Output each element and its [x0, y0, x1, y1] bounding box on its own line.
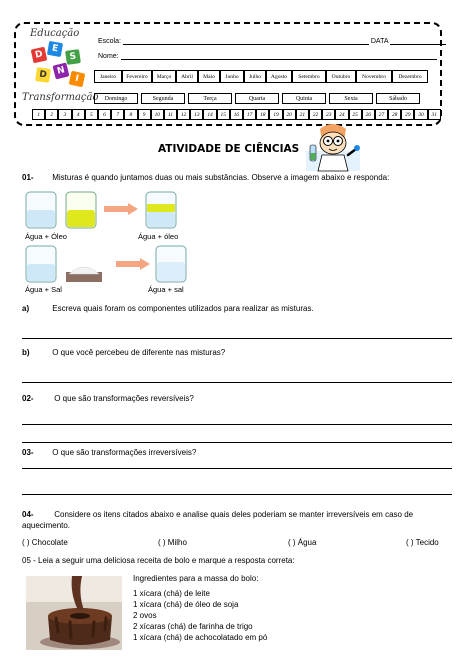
- question-text: Misturas é quando juntamos duas ou mais substâncias. Observe a imagem abaixo e responda:: [52, 173, 390, 182]
- logo-block: D: [31, 47, 48, 64]
- month-cell[interactable]: Abril: [176, 70, 198, 83]
- answer-line[interactable]: [22, 494, 452, 495]
- salt-pile-icon: [66, 262, 102, 282]
- logo-block: E: [47, 41, 63, 57]
- answer-line[interactable]: [22, 468, 452, 469]
- figure1-right-label: Água + óleo: [138, 232, 179, 241]
- month-cell[interactable]: Julho: [244, 70, 266, 83]
- logo-block: S: [65, 49, 81, 65]
- weekday-cell[interactable]: Sábado: [376, 93, 420, 104]
- day-number-cell[interactable]: 22: [309, 109, 322, 120]
- water-glass-icon: [24, 190, 58, 230]
- school-label: Escola:: [98, 38, 121, 45]
- water-oil-mixture-glass-icon: [144, 190, 178, 230]
- months-row: [94, 70, 428, 83]
- page-title: ATIVIDADE DE CIÊNCIAS: [158, 143, 300, 155]
- weekday-cell[interactable]: Terça: [188, 93, 232, 104]
- recipe-ingredient: 1 xícara (chá) de leite: [133, 589, 210, 598]
- day-number-cell[interactable]: 31: [428, 109, 441, 120]
- day-number-cell[interactable]: 5: [85, 109, 98, 120]
- day-number-cell[interactable]: 1: [32, 109, 45, 120]
- day-number-cell[interactable]: 30: [414, 109, 427, 120]
- question-text: O que você percebeu de diferente nas misturas?: [52, 348, 226, 357]
- recipe-ingredient: 1 xícara (chá) de óleo de soja: [133, 600, 239, 609]
- answer-line[interactable]: [22, 424, 452, 425]
- question-text: O que são transformações reversíveis?: [54, 394, 194, 403]
- name-field: [98, 53, 437, 60]
- question-05: 05 - Leia a seguir uma deliciosa receita de bolo e marque a resposta correta:: [22, 556, 295, 565]
- question-number: a): [22, 304, 30, 313]
- day-number-cell[interactable]: 15: [217, 109, 230, 120]
- question-a: [22, 304, 314, 313]
- answer-line[interactable]: [22, 338, 452, 339]
- question-02: [22, 394, 194, 403]
- option-agua[interactable]: ( ) Água: [288, 538, 317, 547]
- logo-blocks: [32, 42, 86, 92]
- recipe-title: Ingredientes para a massa do bolo:: [133, 574, 259, 583]
- name-write-line[interactable]: [121, 59, 437, 60]
- weekday-cell[interactable]: Quarta: [235, 93, 279, 104]
- weekday-cell[interactable]: Segunda: [141, 93, 185, 104]
- question-03: [22, 448, 196, 457]
- question-04-continued: aquecimento.: [22, 521, 71, 530]
- name-label: Nome:: [98, 53, 119, 60]
- logo-block: N: [53, 63, 70, 80]
- day-number-cell[interactable]: 10: [151, 109, 164, 120]
- day-number-cell[interactable]: 3: [58, 109, 71, 120]
- day-number-cell[interactable]: 7: [111, 109, 124, 120]
- month-cell[interactable]: Agosto: [266, 70, 292, 83]
- month-cell[interactable]: Março: [152, 70, 176, 83]
- arrow-right-icon: [116, 258, 150, 270]
- day-number-cell[interactable]: 29: [401, 109, 414, 120]
- question-number: 02-: [22, 394, 34, 403]
- logo-block: I: [69, 71, 86, 88]
- day-number-cell[interactable]: 18: [256, 109, 269, 120]
- chocolate-cake-image: [26, 576, 122, 650]
- date-write-line[interactable]: [390, 44, 446, 45]
- day-number-cell[interactable]: 19: [269, 109, 282, 120]
- option-tecido[interactable]: ( ) Tecido: [406, 538, 439, 547]
- answer-line[interactable]: [22, 382, 452, 383]
- day-number-cell[interactable]: 6: [98, 109, 111, 120]
- month-cell[interactable]: Maio: [198, 70, 220, 83]
- question-number: 04-: [22, 510, 34, 519]
- day-number-cell[interactable]: 11: [164, 109, 177, 120]
- question-b: [22, 348, 225, 357]
- month-cell[interactable]: Janeiro: [94, 70, 122, 83]
- question-number: 01-: [22, 173, 34, 182]
- recipe-ingredient: 2 ovos: [133, 611, 157, 620]
- month-cell[interactable]: Dezembro: [392, 70, 428, 83]
- answer-line[interactable]: [22, 442, 452, 443]
- day-number-cell[interactable]: 24: [335, 109, 348, 120]
- month-cell[interactable]: Junho: [220, 70, 244, 83]
- day-number-cell[interactable]: 25: [349, 109, 362, 120]
- logo-bottom-text: Transformação: [22, 92, 99, 103]
- weekday-cell[interactable]: Quinta: [282, 93, 326, 104]
- day-number-cell[interactable]: 26: [362, 109, 375, 120]
- day-number-cell[interactable]: 13: [190, 109, 203, 120]
- water-salt-mixture-glass-icon: [154, 244, 188, 284]
- day-number-cell[interactable]: 4: [72, 109, 85, 120]
- question-number: b): [22, 348, 30, 357]
- day-number-cell[interactable]: 8: [124, 109, 137, 120]
- month-cell[interactable]: Fevereiro: [122, 70, 152, 83]
- day-number-cell[interactable]: 20: [283, 109, 296, 120]
- day-number-cell[interactable]: 9: [138, 109, 151, 120]
- logo-top-text: Educação: [30, 28, 80, 39]
- question-text: O que são transformações irreversíveis?: [52, 448, 197, 457]
- day-number-cell[interactable]: 23: [322, 109, 335, 120]
- day-number-cell[interactable]: 14: [203, 109, 216, 120]
- question-01: [22, 173, 389, 182]
- weekday-cell[interactable]: Domingo: [94, 93, 138, 104]
- month-cell[interactable]: Novembro: [356, 70, 392, 83]
- figure2-left-label: Água + Sal: [25, 285, 62, 294]
- day-number-cell[interactable]: 16: [230, 109, 243, 120]
- date-label: DATA: [370, 38, 389, 45]
- option-milho[interactable]: ( ) Milho: [158, 538, 187, 547]
- day-number-cell[interactable]: 12: [177, 109, 190, 120]
- logo-block: D: [35, 67, 51, 83]
- question-text: Considere os itens citados abaixo e analise quais deles poderiam se manter irreversíveis em caso de: [54, 510, 414, 519]
- day-number-cell[interactable]: 28: [388, 109, 401, 120]
- option-chocolate[interactable]: ( ) Chocolate: [22, 538, 68, 547]
- oil-glass-icon: [64, 190, 98, 230]
- figure2-right-label: Água + sal: [148, 285, 184, 294]
- day-numbers-row: [32, 109, 441, 120]
- question-text: Escreva quais foram os componentes utilizados para realizar as misturas.: [52, 304, 314, 313]
- day-number-cell[interactable]: 2: [45, 109, 58, 120]
- weekday-cell[interactable]: Sexta: [329, 93, 373, 104]
- recipe-ingredient: 1 xícara (chá) de achocolatado em pó: [133, 633, 268, 642]
- day-number-cell[interactable]: 27: [375, 109, 388, 120]
- header-box: [14, 22, 442, 126]
- figure1-left-label: Água + Óleo: [25, 232, 67, 241]
- month-cell[interactable]: Setembro: [292, 70, 326, 83]
- recipe-ingredient: 2 xícaras (chá) de farinha de trigo: [133, 622, 253, 631]
- day-number-cell[interactable]: 21: [296, 109, 309, 120]
- weekdays-row: [94, 93, 420, 104]
- school-write-line[interactable]: [123, 44, 369, 45]
- water-glass-icon: [24, 244, 58, 284]
- month-cell[interactable]: Outubro: [326, 70, 356, 83]
- school-field: [98, 38, 446, 45]
- day-number-cell[interactable]: 17: [243, 109, 256, 120]
- question-number: 03-: [22, 448, 34, 457]
- question-04: [22, 510, 413, 519]
- scientist-cartoon-icon: [304, 121, 362, 173]
- arrow-right-icon: [104, 203, 138, 215]
